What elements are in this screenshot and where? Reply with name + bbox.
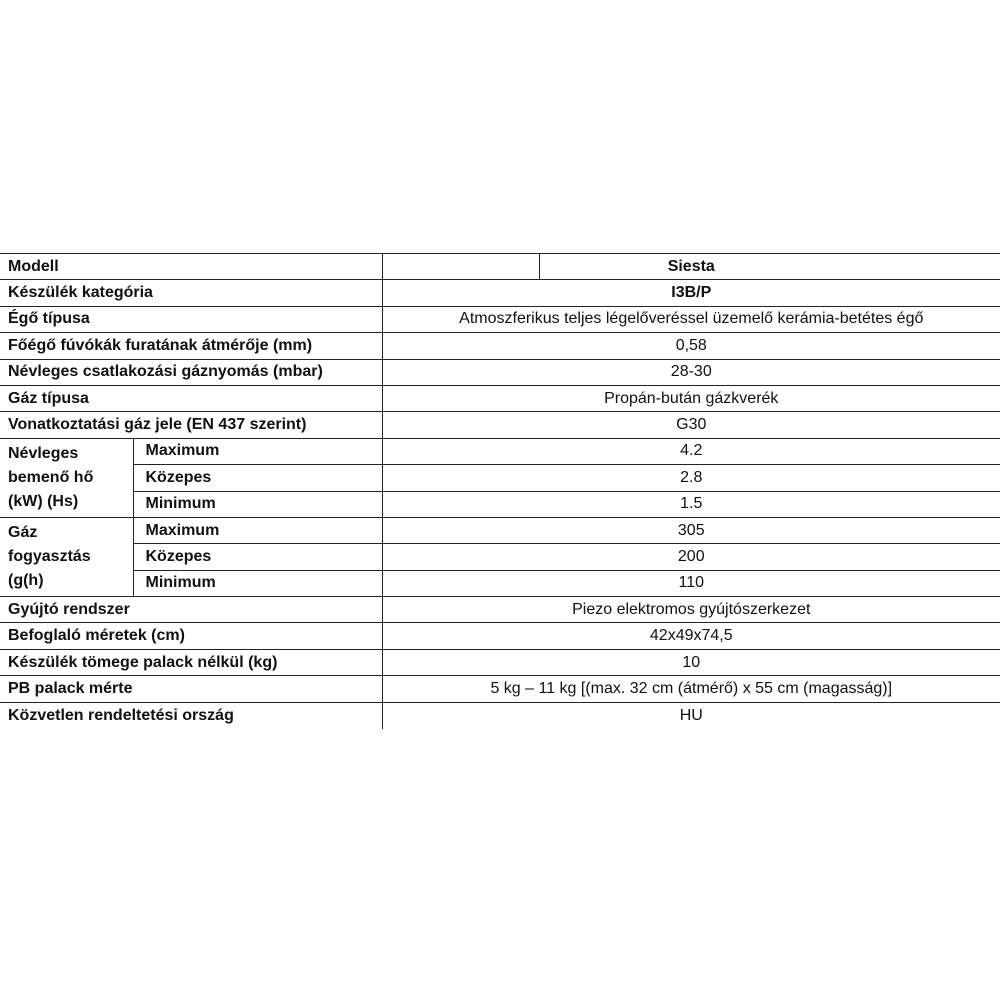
sub-label: Maximum xyxy=(133,517,382,543)
group-label-line: (g(h) xyxy=(8,571,44,589)
table-row-consumption xyxy=(0,570,1000,596)
group-label-line: fogyasztás xyxy=(8,547,91,565)
row-value: Atmoszferikus teljes légelőveréssel üzemelő kerámia-betétes égő xyxy=(382,306,1000,332)
row-value: 0,58 xyxy=(382,333,1000,359)
table-row xyxy=(0,333,1000,359)
row-label: Gyújtó rendszer xyxy=(0,597,382,623)
group-label-line: bemenő hő xyxy=(8,468,94,486)
table-row-model xyxy=(0,254,1000,280)
table-row xyxy=(0,280,1000,306)
heat-input-group-label xyxy=(0,438,133,517)
table-row-heat-input xyxy=(0,438,1000,464)
row-label: Gáz típusa xyxy=(0,385,382,411)
row-value: HU xyxy=(382,702,1000,728)
consumption-group-label xyxy=(0,517,133,596)
row-label: Főégő fúvókák furatának átmérője (mm) xyxy=(0,333,382,359)
group-label-line: Névleges xyxy=(8,444,79,462)
model-value: Siesta xyxy=(382,254,1000,280)
sub-label: Maximum xyxy=(133,438,382,464)
row-value: 110 xyxy=(382,570,1000,596)
row-label: Névleges csatlakozási gáznyomás (mbar) xyxy=(0,359,382,385)
table-row xyxy=(0,649,1000,675)
spec-table xyxy=(0,253,1000,729)
table-row-heat-input xyxy=(0,491,1000,517)
table-row-heat-input xyxy=(0,465,1000,491)
row-value: Piezo elektromos gyújtószerkezet xyxy=(382,597,1000,623)
row-label: Készülék kategória xyxy=(0,280,382,306)
row-label: Közvetlen rendeltetési ország xyxy=(8,706,234,724)
row-label: PB palack mérte xyxy=(0,676,382,702)
row-value: 305 xyxy=(382,517,1000,543)
row-label: Vonatkoztatási gáz jele (EN 437 szerint) xyxy=(0,412,382,438)
row-value: I3B/P xyxy=(382,280,1000,306)
row-value: 1.5 xyxy=(382,491,1000,517)
sub-label: Közepes xyxy=(133,544,382,570)
row-label: Befoglaló méretek (cm) xyxy=(0,623,382,649)
row-value: Propán-bután gázkverék xyxy=(382,385,1000,411)
table-row xyxy=(0,597,1000,623)
table-row xyxy=(0,412,1000,438)
group-label-line: Gáz xyxy=(8,523,38,541)
sub-label: Minimum xyxy=(133,570,382,596)
row-value: 200 xyxy=(382,544,1000,570)
row-value: 28-30 xyxy=(382,359,1000,385)
row-value: 4.2 xyxy=(382,438,1000,464)
row-value: 5 kg – 11 kg [(max. 32 cm (átmérő) x 55 cm (magasság)] xyxy=(382,676,1000,702)
table-row xyxy=(0,702,1000,728)
table-row-consumption xyxy=(0,544,1000,570)
table-row xyxy=(0,359,1000,385)
row-label: Készülék tömege palack nélkül (kg) xyxy=(0,649,382,675)
table-row xyxy=(0,385,1000,411)
table-row xyxy=(0,676,1000,702)
row-value: 42x49x74,5 xyxy=(382,623,1000,649)
row-value: 10 xyxy=(382,649,1000,675)
group-label-line: (kW) (Hs) xyxy=(8,492,79,510)
row-value: G30 xyxy=(382,412,1000,438)
row-value: 2.8 xyxy=(382,465,1000,491)
table-row-consumption xyxy=(0,517,1000,543)
table-row xyxy=(0,623,1000,649)
row-label: Égő típusa xyxy=(0,306,382,332)
row-label: Modell xyxy=(0,254,382,280)
sub-label: Közepes xyxy=(133,465,382,491)
table-row xyxy=(0,306,1000,332)
sub-label: Minimum xyxy=(133,491,382,517)
